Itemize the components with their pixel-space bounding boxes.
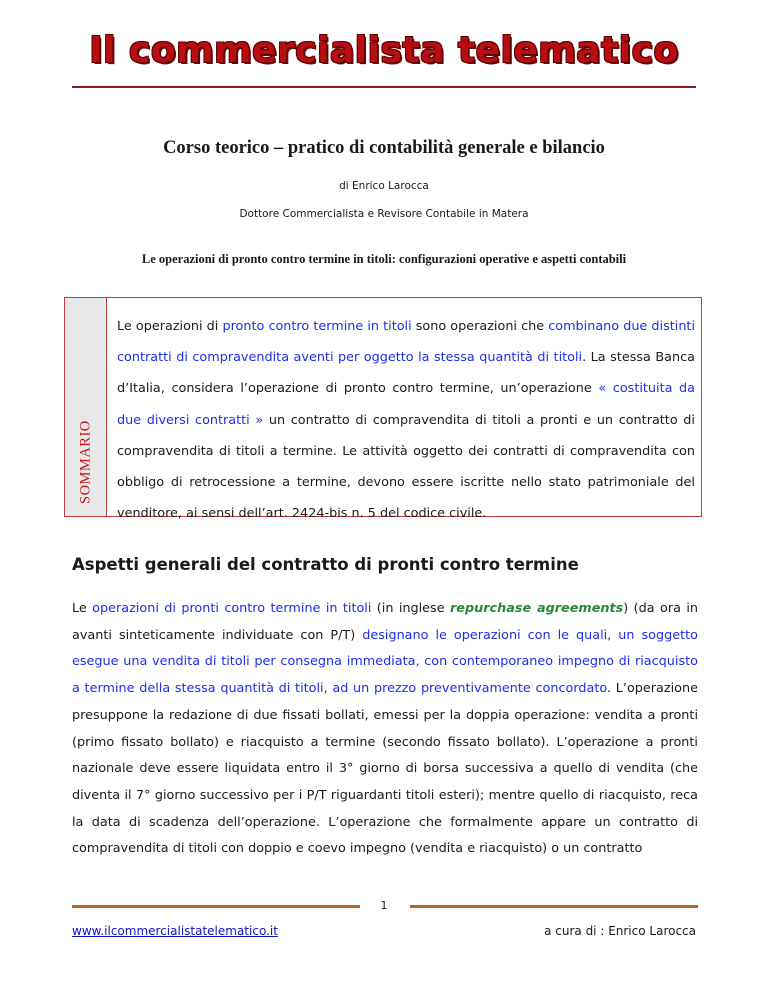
- footer-divider-left: [72, 905, 360, 908]
- summary-highlight: « costituita da due diversi contratti »: [117, 381, 696, 428]
- document-subtitle: Le operazioni di pronto contro termine in titoli: configurazioni operative e aspetti contabili: [141, 252, 627, 266]
- footer-author: a cura di : Enrico Larocca: [544, 924, 696, 938]
- summary-text-part: Le operazioni di: [117, 319, 223, 334]
- summary-text: [117, 311, 695, 529]
- section-heading: Aspetti generali del contratto di pronti contro termine: [72, 555, 579, 574]
- summary-text-part: un contratto di compravendita di titoli a pronti e un contratto di compravendita di titoli a termine. Le attività oggetto dei contratti di compravendita con obbligo di retrocessione a termine, devono essere iscritte nello stato patrimoniale del venditore, ai sensi dell’art. 2424-bis n. 5 del codice civile.: [117, 412, 695, 522]
- summary-box: [64, 297, 702, 522]
- summary-text-part: sono operazioni che: [411, 319, 549, 334]
- section-body: [72, 596, 698, 863]
- header-divider: [72, 86, 696, 88]
- author-line: di Enrico Larocca: [339, 180, 429, 192]
- body-text-part: . L’operazione presuppone la redazione di due fissati bollati, emessi per la doppia operazione: vendita a pronti (primo fissato bollato) e riacquisto a termine (secondo fissato bollato). L’operazione a pronti nazionale deve essere liquidata entro il 3° giorno di borsa successiva a quello di vendita (che diventa il 7° giorno successivo per i P/T riguardanti titoli esteri); mentre quello di riacquisto, reca la data di scadenza dell’operazione. L’operazione che formalmente appare un contratto di compravendita di titoli con doppio e coevo impegno (vendita e riacquisto) o un contratto: [72, 681, 698, 857]
- body-english-term: repurchase agreements: [449, 601, 624, 616]
- footer-divider-right: [410, 905, 698, 908]
- summary-side-panel: [65, 298, 107, 516]
- page-number: 1: [380, 899, 388, 912]
- body-highlight: designano le operazioni con le quali, un soggetto esegue una vendita di titoli per consegna immediata, con contemporaneo impegno di riacquisto a termine della stessa quantità di titoli, ad un prezzo preventivamente concordato: [72, 627, 698, 697]
- body-text-part: ) (da ora in avanti sinteticamente individuate con P/T): [72, 601, 698, 643]
- website-link[interactable]: www.ilcommercialistatelematico.it: [72, 924, 278, 938]
- document-title: Corso teorico – pratico di contabilità generale e bilancio: [163, 138, 605, 158]
- masthead-logo: Il commercialista telematico: [89, 30, 679, 71]
- summary-highlight: combinano due distinti contratti di compravendita aventi per oggetto la stessa quantità di titoli: [117, 319, 696, 366]
- summary-label: SOMMARIO: [77, 420, 93, 504]
- author-role: Dottore Commercialista e Revisore Contabile in Matera: [239, 208, 529, 220]
- body-text-part: (in inglese: [371, 601, 450, 616]
- body-text-part: Le: [72, 601, 93, 616]
- summary-text-part: . La stessa Banca d’Italia, considera l’operazione di pronto contro termine, un’operazione: [117, 350, 695, 397]
- summary-highlight: pronto contro termine in titoli: [222, 319, 412, 334]
- body-highlight: operazioni di pronti contro termine in titoli: [92, 601, 372, 616]
